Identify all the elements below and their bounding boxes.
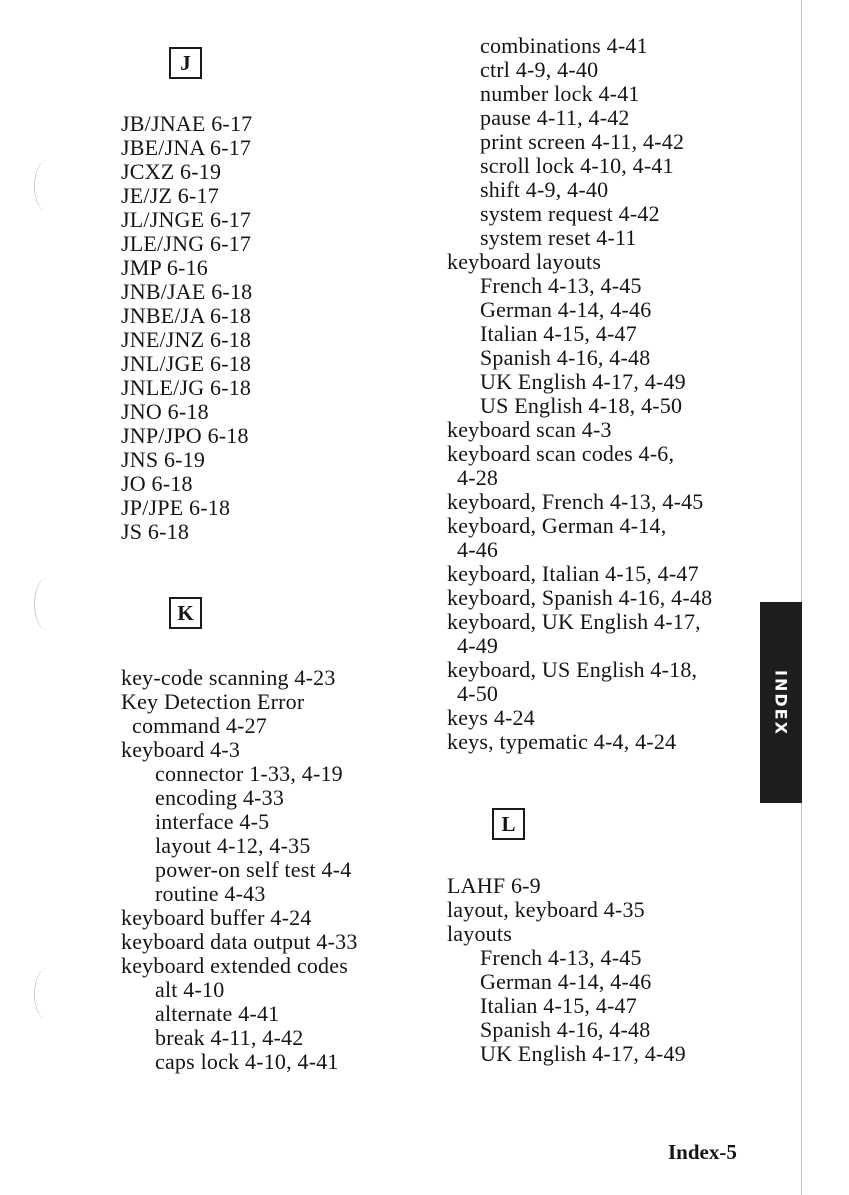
binder-hole-mark [34,578,61,630]
index-subentry: caps lock 4-10, 4-41 [155,1049,339,1074]
index-entry: keyboard data output 4-33 [121,929,358,954]
index-subentry: alternate 4-41 [155,1001,280,1026]
index-entry: JNO 6-18 [121,399,209,424]
binder-hole-mark [34,968,61,1020]
index-entry: keyboard, Spanish 4-16, 4-48 [447,585,713,610]
page-edge-line [801,0,802,1195]
index-subentry: Spanish 4-16, 4-48 [480,1017,651,1042]
index-entry: JL/JNGE 6-17 [121,207,252,232]
index-subentry: UK English 4-17, 4-49 [480,369,686,394]
index-entry: layouts [447,921,512,946]
index-entry: keyboard 4-3 [121,737,241,762]
index-subentry: shift 4-9, 4-40 [480,177,609,202]
index-entry: JNBE/JA 6-18 [121,303,252,328]
index-entry-continuation: 4-49 [457,633,499,658]
index-entry: keys, typematic 4-4, 4-24 [447,729,677,754]
index-subentry: pause 4-11, 4-42 [480,105,630,130]
index-entry: keyboard, Italian 4-15, 4-47 [447,561,699,586]
index-subentry: break 4-11, 4-42 [155,1025,304,1050]
binder-hole-mark [34,160,61,212]
index-entry: JCXZ 6-19 [121,159,222,184]
index-entry: JB/JNAE 6-17 [121,111,253,136]
index-subentry: French 4-13, 4-45 [480,945,642,970]
index-entry: keyboard, German 4-14, [447,513,667,538]
index-entry: keyboard buffer 4-24 [121,905,312,930]
index-subentry: connector 1-33, 4-19 [155,761,343,786]
index-subentry: routine 4-43 [155,881,266,906]
section-letter-k: K [169,597,202,629]
index-subentry: French 4-13, 4-45 [480,273,642,298]
index-subentry: system request 4-42 [480,201,660,226]
index-subentry: ctrl 4-9, 4-40 [480,57,599,82]
section-letter-j: J [169,47,202,79]
index-entry: JNB/JAE 6-18 [121,279,253,304]
index-entry: JMP 6-16 [121,255,208,280]
index-entry: keyboard, UK English 4-17, [447,609,701,634]
index-entry: layout, keyboard 4-35 [447,897,645,922]
index-subentry: system reset 4-11 [480,225,637,250]
index-entry: JNL/JGE 6-18 [121,351,252,376]
index-subentry: German 4-14, 4-46 [480,297,652,322]
index-entry: JBE/JNA 6-17 [121,135,252,160]
index-entry: JE/JZ 6-17 [121,183,219,208]
section-letter-l: L [492,808,525,840]
index-entry: key-code scanning 4-23 [121,665,336,690]
index-entry: keyboard scan 4-3 [447,417,612,442]
index-subentry: Spanish 4-16, 4-48 [480,345,651,370]
index-entry: JP/JPE 6-18 [121,495,231,520]
index-subentry: alt 4-10 [155,977,225,1002]
index-entry: JS 6-18 [121,519,190,544]
index-subentry: US English 4-18, 4-50 [480,393,683,418]
index-subentry: Italian 4-15, 4-47 [480,993,637,1018]
index-tab-label: INDEX [771,669,791,736]
index-entry: JNLE/JG 6-18 [121,375,252,400]
index-subentry: interface 4-5 [155,809,270,834]
index-entry: keyboard extended codes [121,953,348,978]
index-subentry: scroll lock 4-10, 4-41 [480,153,674,178]
index-entry: keys 4-24 [447,705,535,730]
index-entry: keyboard, French 4-13, 4-45 [447,489,704,514]
index-entry-continuation: 4-50 [457,681,499,706]
index-subentry: number lock 4-41 [480,81,640,106]
index-entry: JO 6-18 [121,471,193,496]
index-entry: keyboard layouts [447,249,602,274]
index-entry: JLE/JNG 6-17 [121,231,252,256]
index-subentry: layout 4-12, 4-35 [155,833,311,858]
index-entry: LAHF 6-9 [447,873,541,898]
index-tab [760,602,802,803]
index-entry: JNP/JPO 6-18 [121,423,249,448]
index-entry-continuation: command 4-27 [132,713,267,738]
index-subentry: UK English 4-17, 4-49 [480,1041,686,1066]
index-subentry: combinations 4-41 [480,33,648,58]
index-subentry: print screen 4-11, 4-42 [480,129,685,154]
index-subentry: German 4-14, 4-46 [480,969,652,994]
index-subentry: Italian 4-15, 4-47 [480,321,637,346]
index-entry: keyboard scan codes 4-6, [447,441,675,466]
index-entry-continuation: 4-28 [457,465,499,490]
index-entry: JNE/JNZ 6-18 [121,327,252,352]
index-subentry: encoding 4-33 [155,785,285,810]
index-entry: Key Detection Error [121,689,305,714]
index-entry: JNS 6-19 [121,447,206,472]
index-entry: keyboard, US English 4-18, [447,657,698,682]
index-entry-continuation: 4-46 [457,537,499,562]
index-subentry: power-on self test 4-4 [155,857,352,882]
page-number: Index-5 [668,1140,737,1164]
